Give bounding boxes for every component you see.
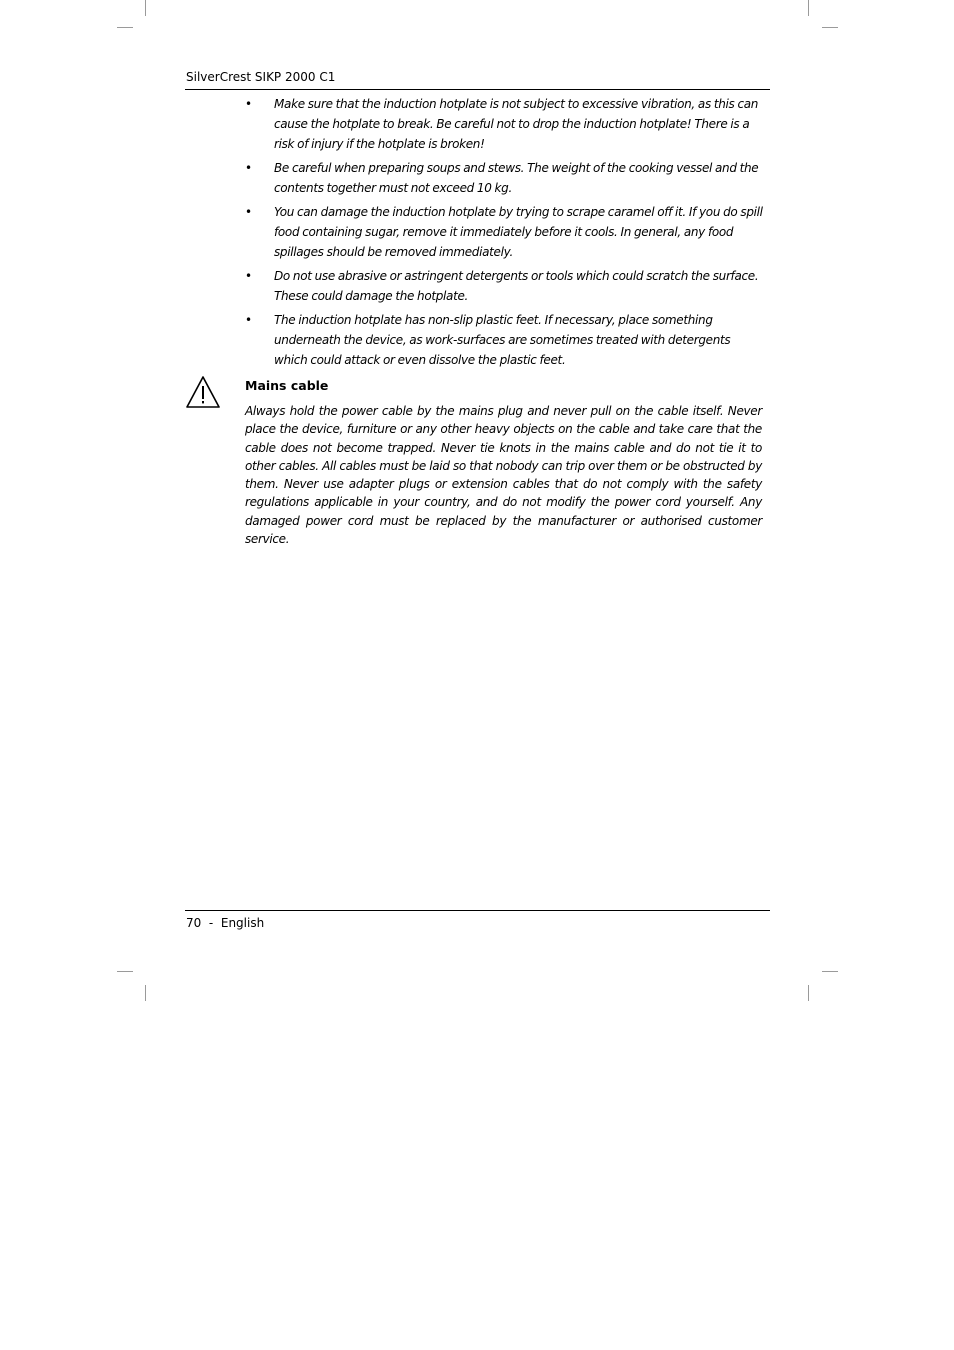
warning-triangle-icon [185, 375, 221, 409]
list-item [245, 203, 765, 262]
page-header [185, 69, 770, 90]
crop-mark-top-right-v [808, 0, 809, 16]
section-title: Mains cable [245, 378, 329, 393]
list-item-text: Do not use abrasive or astringent detergents or tools which could scratch the surface. These could damage the hotplate. [274, 269, 759, 303]
list-item [245, 159, 765, 199]
crop-mark-top-left-h [117, 27, 133, 28]
page-footer [185, 910, 770, 930]
list-item-text: The induction hotplate has non-slip plastic feet. If necessary, place something underneath the device, as work-surfaces are sometimes treated with detergents which could attack or even dissolve the plastic feet. [274, 313, 731, 367]
list-item-text: Make sure that the induction hotplate is not subject to excessive vibration, as this can cause the hotplate to break. Be careful not to drop the induction hotplate! There is a risk of injury if the hotplate is broken! [274, 97, 759, 151]
bullet-icon: • [245, 313, 252, 328]
crop-mark-bottom-left-h [117, 971, 133, 972]
bullet-icon: • [245, 269, 252, 284]
list-item-text: Be careful when preparing soups and stews. The weight of the cooking vessel and the contents together must not exceed 10 kg. [274, 160, 759, 195]
list-item [245, 95, 765, 154]
crop-mark-bottom-left-v [145, 985, 146, 1001]
crop-mark-bottom-right-h [822, 971, 838, 972]
list-item [245, 311, 765, 370]
page-number: 70 - English [186, 916, 265, 930]
bullet-icon: • [245, 160, 252, 175]
safety-bullet-list [245, 95, 765, 375]
list-item [245, 267, 765, 307]
section-body: Always hold the power cable by the mains plug and never pull on the cable itself. Never place the device, furniture or any other heavy objects on the cable and take care that the cable does not become trapped. Never tie knots in the mains cable and do not tie it to other cables. All cables must be laid so that nobody can trip over them or be obstructed by them. Never use adapter plugs or extension cables that do not comply with the safety regulations applicable in your country, and do not modify the power cord yourself. Any damaged power cord must be replaced by the manufacturer or authorised customer service. [245, 404, 762, 547]
bullet-icon: • [245, 97, 252, 111]
crop-mark-bottom-right-v [808, 985, 809, 1001]
bullet-icon: • [245, 205, 252, 220]
header-title: SilverCrest SIKP 2000 C1 [186, 70, 336, 84]
crop-mark-top-right-h [822, 27, 838, 28]
crop-mark-top-left-v [145, 0, 146, 16]
list-item-text: You can damage the induction hotplate by trying to scrape caramel off it. If you do spill food containing sugar, remove it immediately before it cools. In general, any food spillages should be removed immediately. [274, 205, 763, 259]
